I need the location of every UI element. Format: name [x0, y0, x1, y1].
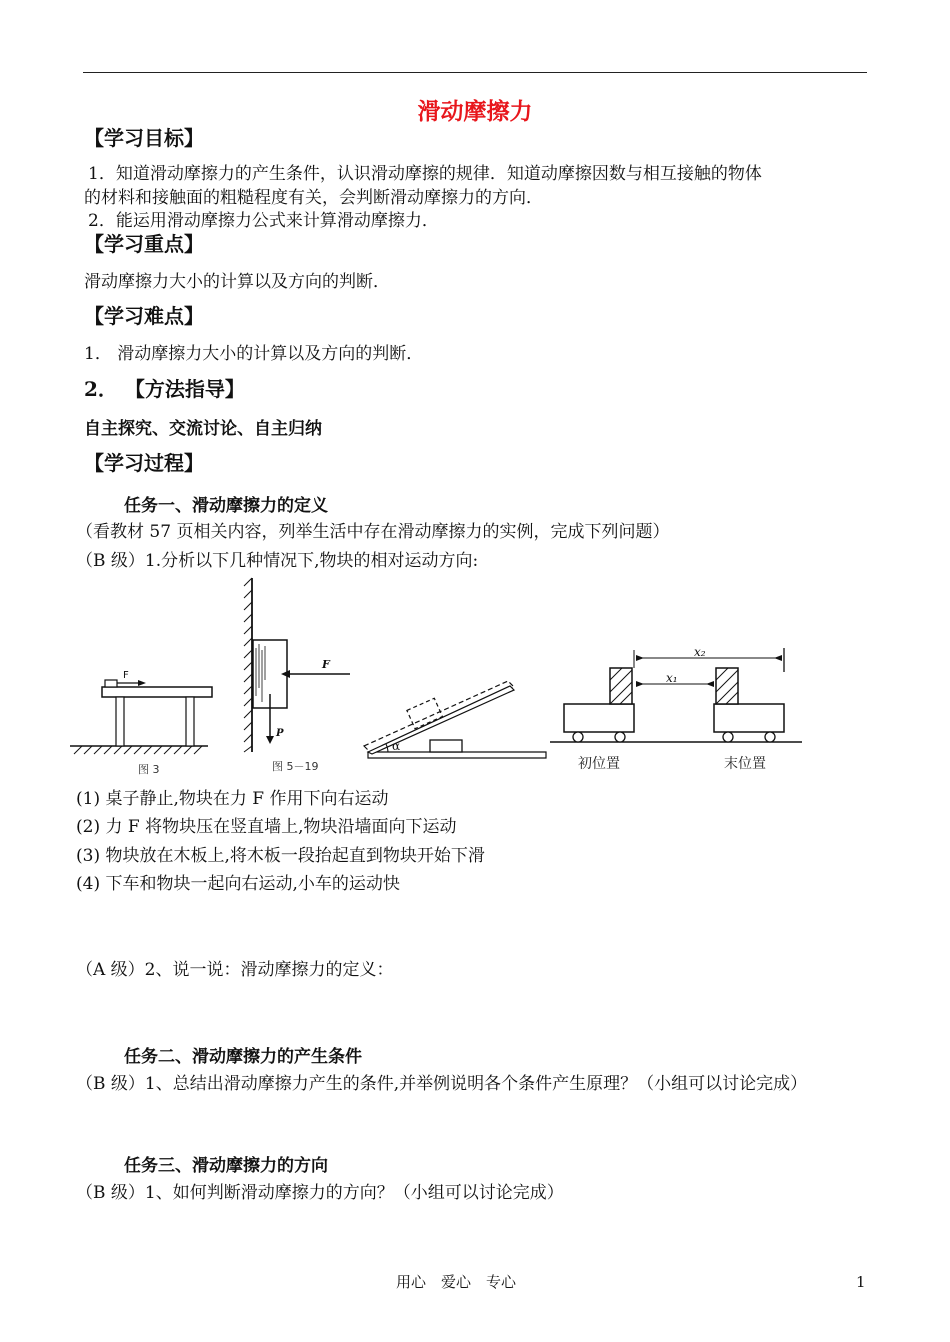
- task-1-title: 任务一、滑动摩擦力的定义: [124, 496, 328, 516]
- task-2-question-1: （B 级）1、总结出滑动摩擦力产生的条件,并举例说明各个条件产生原理？（小组可以讨论完成）: [76, 1074, 808, 1094]
- fig4-final-label: 末位置: [724, 756, 766, 772]
- task-3-title: 任务三、滑动摩擦力的方向: [124, 1156, 328, 1176]
- process-heading: 【学习过程】: [84, 451, 204, 475]
- key-points-heading: 【学习重点】: [84, 232, 204, 256]
- method-heading: 2． 【方法指导】: [84, 377, 245, 401]
- task-1-question-1: （B 级）1.分析以下几种情况下,物块的相对运动方向:: [76, 551, 479, 571]
- case-2: (2) 力 F 将物块压在竖直墙上,物块沿墙面向下运动: [76, 817, 457, 837]
- footer-motto: 用心 爱心 专心: [396, 1273, 517, 1291]
- page-number: 1: [856, 1273, 866, 1291]
- fig3-angle-label: α: [392, 739, 401, 753]
- case-4: (4) 下车和物块一起向右运动,小车的运动快: [76, 874, 400, 894]
- table-block-diagram: [70, 670, 212, 776]
- wall-block-diagram: [244, 578, 350, 773]
- goals-heading: 【学习目标】: [84, 126, 204, 150]
- difficulty-heading: 【学习难点】: [84, 304, 204, 328]
- fig2-caption: 图 5－19: [272, 760, 319, 773]
- difficulty-text: 1． 滑动摩擦力大小的计算以及方向的判断．: [84, 344, 424, 364]
- incline-board-diagram: [364, 681, 546, 758]
- task-2-title: 任务二、滑动摩擦力的产生条件: [124, 1047, 362, 1067]
- goal-1-line-2: 的材料和接触面的粗糙程度有关，会判断滑动摩擦力的方向．: [84, 188, 543, 208]
- task-1-note: （看教材 57 页相关内容，列举生活中存在滑动摩擦力的实例，完成下列问题）: [76, 522, 670, 542]
- task-1-question-2: （A 级）2、说一说：滑动摩擦力的定义：: [76, 960, 394, 980]
- friction-scenarios-figure: [68, 576, 808, 778]
- method-text: 自主探究、交流讨论、自主归纳: [84, 419, 322, 439]
- goal-1-line-1: 1．知道滑动摩擦力的产生条件，认识滑动摩擦的规律．知道动摩擦因数与相互接触的物体: [88, 164, 762, 184]
- case-1: (1) 桌子静止,物块在力 F 作用下向右运动: [76, 789, 389, 809]
- case-3: (3) 物块放在木板上,将木板一段抬起直到物块开始下滑: [76, 846, 485, 866]
- fig4-x1-label: x₁: [666, 671, 678, 685]
- key-points-text: 滑动摩擦力大小的计算以及方向的判断．: [84, 272, 390, 292]
- page-title: 滑动摩擦力: [417, 98, 533, 125]
- header-rule: [83, 72, 867, 73]
- goal-2: 2．能运用滑动摩擦力公式来计算滑动摩擦力．: [88, 211, 439, 231]
- fig4-initial-label: 初位置: [578, 756, 620, 772]
- fig2-weight-label: P: [276, 728, 284, 739]
- fig4-x2-label: x₂: [694, 645, 706, 659]
- fig1-caption: 图 3: [138, 763, 160, 776]
- fig1-force-label: F: [123, 670, 129, 681]
- cart-positions-diagram: [550, 645, 802, 772]
- task-3-question-1: （B 级）1、如何判断滑动摩擦力的方向？（小组可以讨论完成）: [76, 1183, 564, 1203]
- fig2-force-label: F: [322, 658, 330, 671]
